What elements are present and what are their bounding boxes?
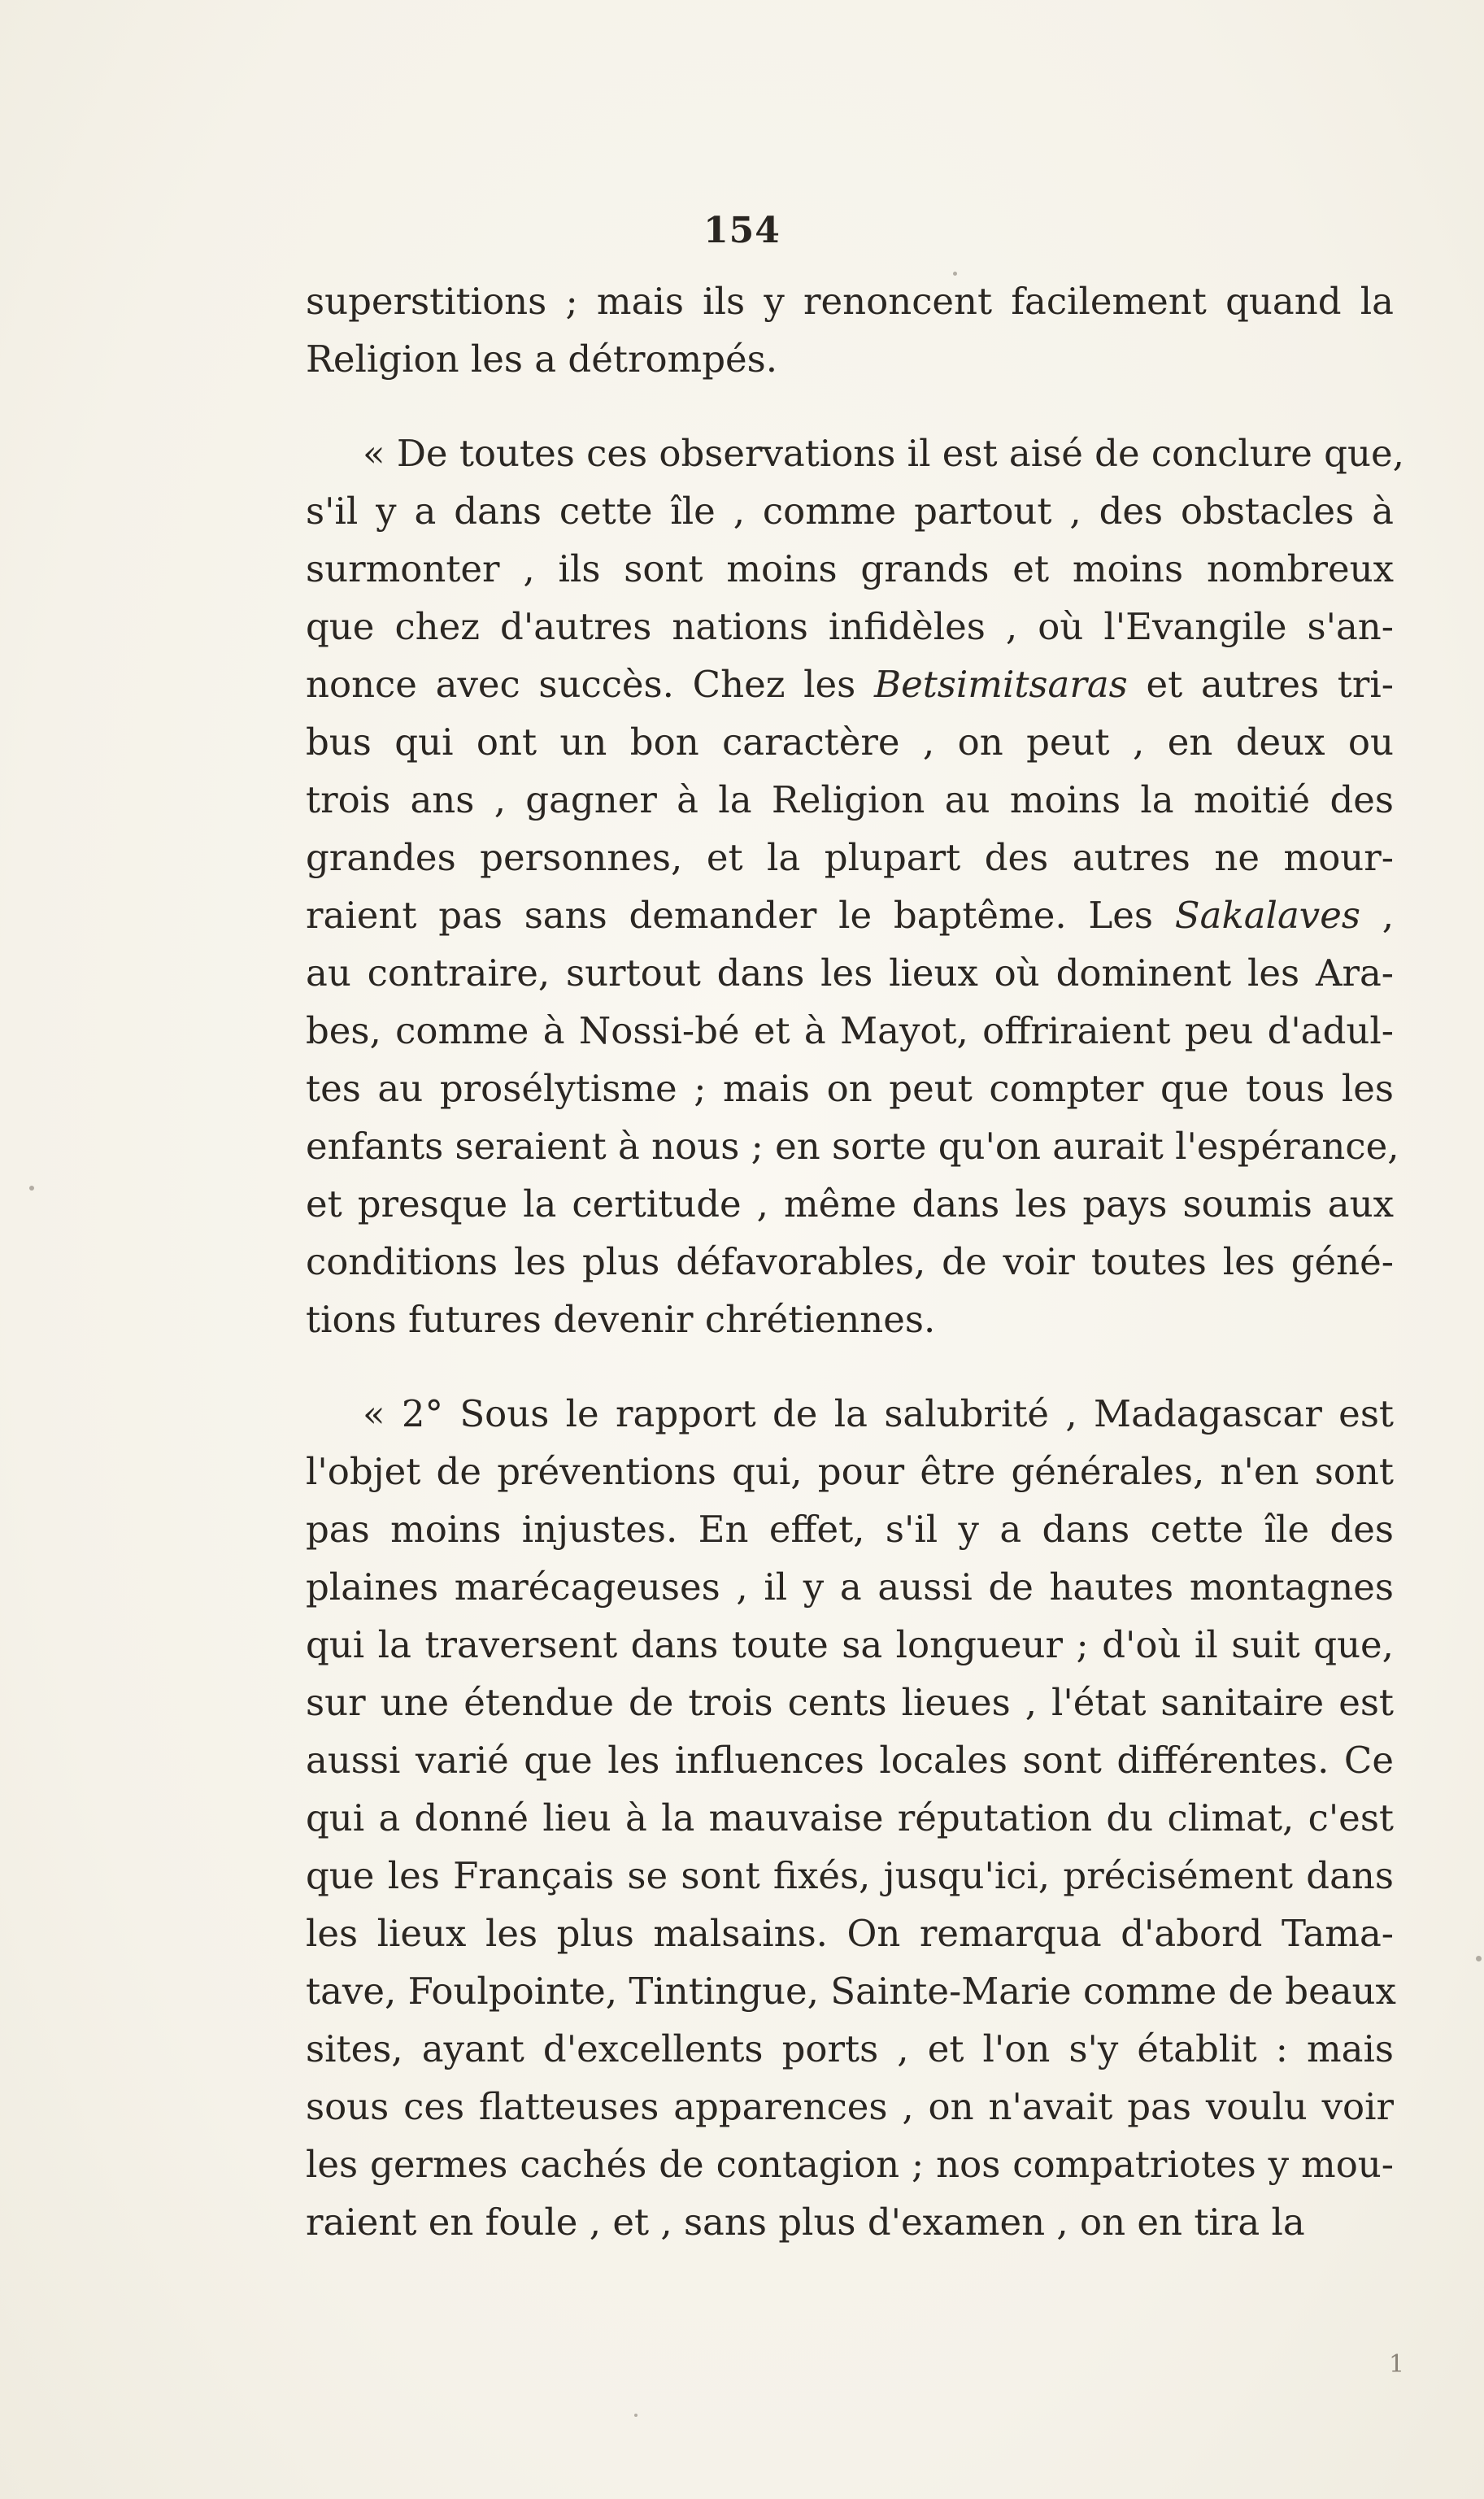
- scan-speck: [634, 2414, 638, 2417]
- text-line: tave, Foulpointe, Tintingue, Sainte-Marie comme de beaux: [306, 1970, 1396, 2013]
- text-line: les germes cachés de contagion ; nos compatriotes y mou-: [306, 2143, 1394, 2186]
- text-line: sur une étendue de trois cents lieues , l'état sanitaire est: [306, 1681, 1394, 1724]
- text-line: Religion les a détrompés.: [306, 337, 778, 381]
- text-line: « 2° Sous le rapport de la salubrité , Madagascar est: [363, 1392, 1394, 1435]
- text-line: bes, comme à Nossi-bé et à Mayot, offriraient peu d'adul-: [306, 1009, 1394, 1052]
- text-line: enfants seraient à nous ; en sorte qu'on aurait l'espérance,: [306, 1125, 1399, 1168]
- signature-mark: 1: [1389, 2350, 1405, 2379]
- text-line: sites, ayant d'excellents ports , et l'on s'y établit : mais: [306, 2027, 1394, 2070]
- italic-term: Betsimitsaras: [874, 663, 1128, 706]
- text-line: au contraire, surtout dans les lieux où dominent les Ara-: [306, 951, 1394, 995]
- text-line: conditions les plus défavorables, de voir toutes les géné-: [306, 1240, 1394, 1283]
- text-line: surmonter , ils sont moins grands et moins nombreux: [306, 547, 1394, 590]
- text-line: « De toutes ces observations il est aisé de conclure que,: [363, 432, 1404, 475]
- paragraph: [306, 424, 1404, 1348]
- text-line: raient en foule , et , sans plus d'examen , on en tira la: [306, 2201, 1305, 2244]
- text-line: qui a donné lieu à la mauvaise réputation du climat, c'est: [306, 1796, 1394, 1839]
- paragraph: [306, 1385, 1394, 2251]
- text-line: nonce avec succès. Chez les Betsimitsaras et autres tri-: [306, 663, 1395, 706]
- text-line: raient pas sans demander le baptême. Les Sakalaves ,: [306, 894, 1394, 937]
- text-line: grandes personnes, et la plupart des autres ne mour-: [306, 836, 1394, 879]
- scan-speck: [29, 1186, 34, 1191]
- text-line: qui la traversent dans toute sa longueur ; d'où il suit que,: [306, 1623, 1394, 1666]
- paragraph-gap: [306, 1348, 1394, 1385]
- text-line: sous ces flatteuses apparences , on n'avait pas voulu voir: [306, 2085, 1394, 2128]
- text-line: bus qui ont un bon caractère , on peut , en deux ou: [306, 721, 1394, 764]
- text-line: plaines marécageuses , il y a aussi de hautes montagnes: [306, 1565, 1394, 1609]
- text-line: aussi varié que les influences locales sont différentes. Ce: [306, 1739, 1394, 1782]
- body-text: [306, 272, 1404, 2251]
- text-line: superstitions ; mais ils y renoncent facilement quand la: [306, 280, 1394, 323]
- text-line: s'il y a dans cette île , comme partout , des obstacles à: [306, 490, 1394, 533]
- text-line: et presque la certitude , même dans les pays soumis aux: [306, 1182, 1394, 1226]
- text-line: les lieux les plus malsains. On remarqua d'abord Tama-: [306, 1912, 1394, 1955]
- text-line: trois ans , gagner à la Religion au moins la moitié des: [306, 778, 1394, 821]
- paragraph: [306, 272, 1394, 388]
- page-number: 154: [703, 210, 781, 251]
- text-line: que chez d'autres nations infidèles , où l'Evangile s'an-: [306, 605, 1394, 648]
- text-line: pas moins injustes. En effet, s'il y a dans cette île des: [306, 1508, 1394, 1551]
- text-line: tions futures devenir chrétiennes.: [306, 1298, 936, 1341]
- italic-term: Sakalaves: [1174, 894, 1360, 937]
- paragraph-gap: [306, 388, 1394, 424]
- text-line: que les Français se sont fixés, jusqu'ici, précisément dans: [306, 1854, 1394, 1897]
- scan-speck: [953, 272, 957, 276]
- scan-speck: [1476, 1956, 1482, 1961]
- text-line: tes au prosélytisme ; mais on peut compter que tous les: [306, 1067, 1394, 1110]
- text-line: l'objet de préventions qui, pour être générales, n'en sont: [306, 1450, 1394, 1493]
